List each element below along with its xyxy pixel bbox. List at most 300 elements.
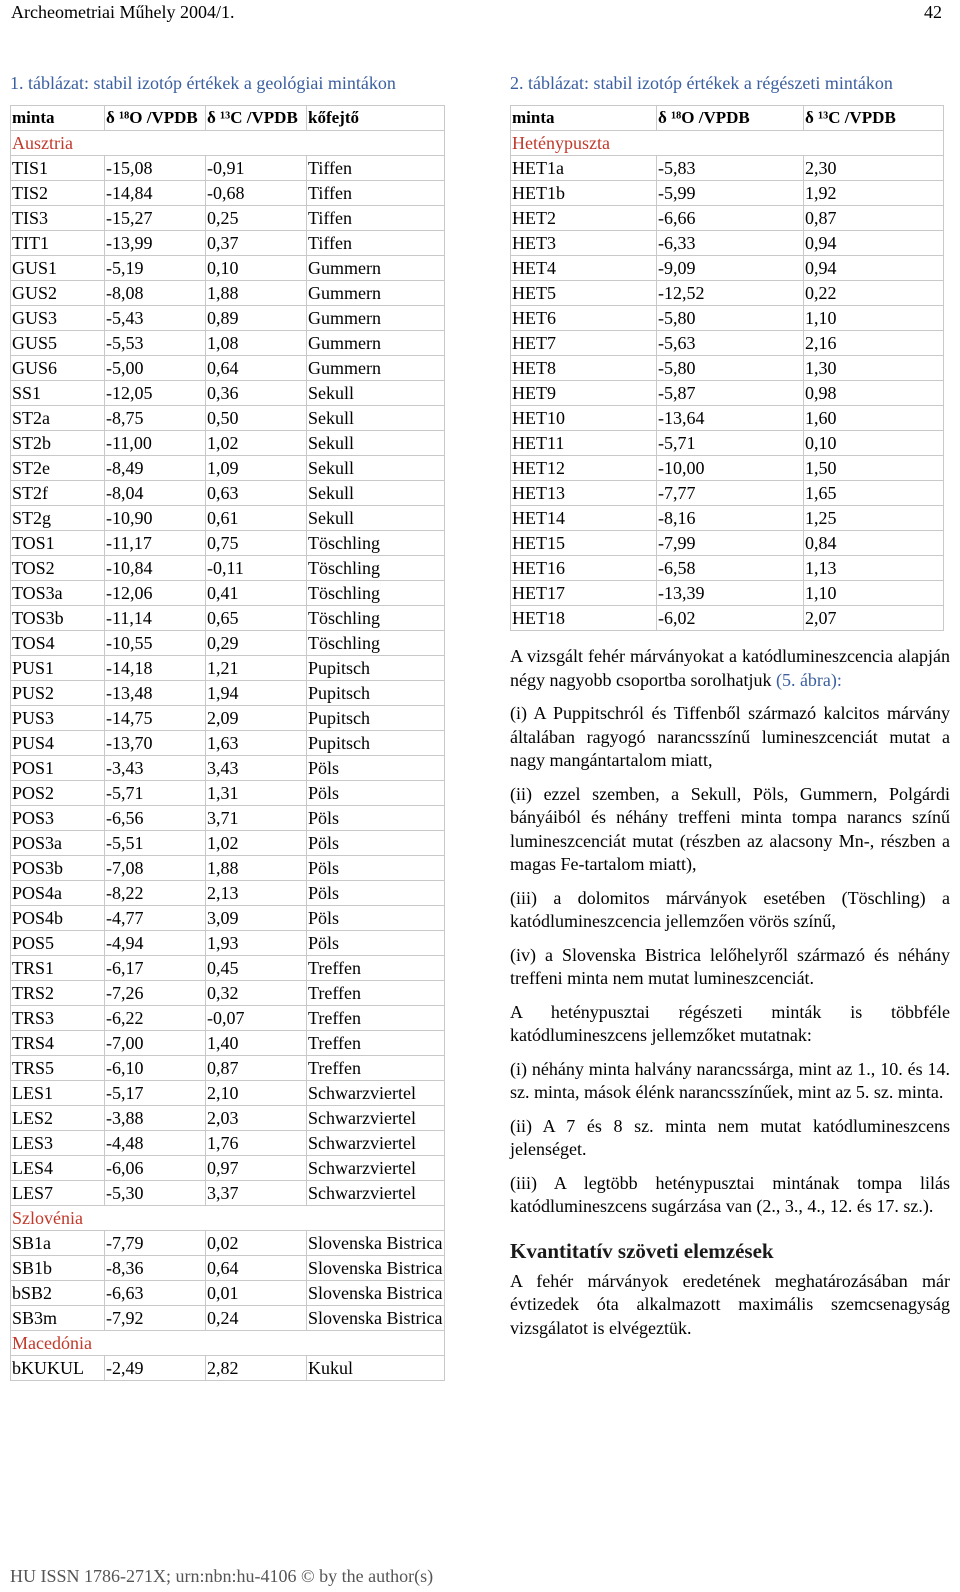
d13c-value: 0,10 [804,431,944,456]
d13c-value: 1,88 [206,856,307,881]
quarry-name: Sekull [307,481,445,506]
d13c-value: 3,37 [206,1181,307,1206]
d13c-value: 0,24 [206,1306,307,1331]
sample-id: HET1b [511,181,657,206]
d18o-value: -5,83 [657,156,804,181]
d13c-value: 0,22 [804,281,944,306]
table-row [511,406,944,431]
het-item-2: (ii) A 7 és 8 sz. minta nem mutat katódlumineszcens jelenséget. [510,1115,950,1159]
d13c-value: 1,40 [206,1031,307,1056]
quarry-name: Töschling [307,531,445,556]
sample-id: TOS3a [11,581,105,606]
d13c-value: 0,98 [804,381,944,406]
d18o-value: -7,26 [105,981,206,1006]
d18o-value: -5,53 [105,331,206,356]
sample-id: TOS2 [11,556,105,581]
right-column [510,72,950,1350]
quarry-name: Treffen [307,956,445,981]
table-row [511,331,944,356]
sample-id: PUS4 [11,731,105,756]
quarry-name: Pupitsch [307,681,445,706]
table2-header-sample: minta [511,106,657,131]
d18o-value: -5,71 [657,431,804,456]
sample-id: ST2a [11,406,105,431]
d18o-value: -12,05 [105,381,206,406]
d18o-value: -8,04 [105,481,206,506]
d13c-value: 1,76 [206,1131,307,1156]
table-row [11,756,445,781]
table1-header-quarry: kőfejtő [307,106,445,131]
quarry-name: Schwarzviertel [307,1106,445,1131]
sample-id: HET3 [511,231,657,256]
d13c-value: 0,61 [206,506,307,531]
table-row [11,231,445,256]
table-row [11,1081,445,1106]
d18o-value: -7,92 [105,1306,206,1331]
d18o-value: -3,88 [105,1106,206,1131]
table-row [511,481,944,506]
table-row [11,706,445,731]
left-column [10,72,445,1381]
d13c-value: 0,84 [804,531,944,556]
quarry-name: Treffen [307,1031,445,1056]
figure-reference: (5. ábra): [775,669,842,690]
sample-id: PUS3 [11,706,105,731]
cl-intro-paragraph [510,645,950,692]
d18o-value: -5,99 [657,181,804,206]
quarry-name: Töschling [307,606,445,631]
table1-header-sample: minta [11,106,105,131]
table2-header-d13c: δ ¹³C /VPDB [804,106,944,131]
sample-id: POS5 [11,931,105,956]
d13c-value: 0,89 [206,306,307,331]
cl-intro-text: A vizsgált fehér márványokat a katódlumineszcencia alapján négy nagyobb csoportba sorolhatjuk [510,646,950,690]
table-row [11,1231,445,1256]
d18o-value: -6,22 [105,1006,206,1031]
table1 [10,105,445,1381]
d13c-value: 0,45 [206,956,307,981]
d13c-value: 1,65 [804,481,944,506]
sample-id: TIT1 [11,231,105,256]
sample-id: HET14 [511,506,657,531]
sample-id: HET4 [511,256,657,281]
table-row [11,831,445,856]
table-row [11,806,445,831]
table-row [11,1181,445,1206]
d18o-value: -6,17 [105,956,206,981]
table1-group-label: Macedónia [11,1331,445,1356]
quarry-name: Pupitsch [307,656,445,681]
table-row [11,206,445,231]
sample-id: TIS1 [11,156,105,181]
d13c-value: 0,64 [206,356,307,381]
d18o-value: -4,77 [105,906,206,931]
table-row [511,231,944,256]
d13c-value: 1,21 [206,656,307,681]
table-row [11,156,445,181]
section-paragraph: A fehér márványok eredetének meghatározásában már évtizedek óta alkalmazott maximális szemcsenagyság vizsgálatot is elvégeztük. [510,1270,950,1338]
d18o-value: -8,75 [105,406,206,431]
d13c-value: 1,02 [206,831,307,856]
quarry-name: Töschling [307,556,445,581]
d13c-value: 0,41 [206,581,307,606]
sample-id: TIS3 [11,206,105,231]
d13c-value: 0,50 [206,406,307,431]
cl-group-1: (i) A Puppitschról és Tiffenből származó kalcitos márvány általában ragyogó narancsszínű lumineszcenciát mutat a nagy mangántartalom miatt, [510,703,950,770]
d18o-value: -6,33 [657,231,804,256]
sample-id: PUS2 [11,681,105,706]
quarry-name: Pöls [307,856,445,881]
d13c-value: 1,25 [804,506,944,531]
d13c-value: 0,10 [206,256,307,281]
table1-group-row [11,131,445,156]
table-row [511,206,944,231]
d18o-value: -13,48 [105,681,206,706]
d13c-value: 1,10 [804,581,944,606]
d13c-value: 0,32 [206,981,307,1006]
d18o-value: -4,94 [105,931,206,956]
quarry-name: Schwarzviertel [307,1181,445,1206]
d13c-value: 0,63 [206,481,307,506]
sample-id: HET15 [511,531,657,556]
d18o-value: -5,30 [105,1181,206,1206]
quarry-name: Tiffen [307,156,445,181]
table-row [11,481,445,506]
sample-id: ST2b [11,431,105,456]
sample-id: LES2 [11,1106,105,1131]
quarry-name: Tiffen [307,231,445,256]
table1-group-label: Ausztria [11,131,445,156]
sample-id: TOS1 [11,531,105,556]
d13c-value: 1,09 [206,456,307,481]
quarry-name: Gummern [307,306,445,331]
table1-header-d18o: δ ¹⁸O /VPDB [105,106,206,131]
table-row [511,306,944,331]
d18o-value: -2,49 [105,1356,206,1381]
quarry-name: Pöls [307,906,445,931]
sample-id: GUS1 [11,256,105,281]
table-row [11,1356,445,1381]
table-row [11,881,445,906]
d13c-value: 0,01 [206,1281,307,1306]
table-row [11,381,445,406]
d18o-value: -10,00 [657,456,804,481]
d18o-value: -14,18 [105,656,206,681]
d18o-value: -13,39 [657,581,804,606]
sample-id: LES1 [11,1081,105,1106]
table-row [11,1106,445,1131]
d18o-value: -5,17 [105,1081,206,1106]
d13c-value: -0,68 [206,181,307,206]
d18o-value: -5,00 [105,356,206,381]
table-row [11,356,445,381]
d18o-value: -4,48 [105,1131,206,1156]
table-row [11,681,445,706]
sample-id: PUS1 [11,656,105,681]
table2-group-row [511,131,944,156]
d13c-value: 0,02 [206,1231,307,1256]
table1-group-row [11,1206,445,1231]
d13c-value: 0,75 [206,531,307,556]
sample-id: TOS4 [11,631,105,656]
table-row [511,356,944,381]
table1-group-row [11,1331,445,1356]
d18o-value: -12,52 [657,281,804,306]
table-row [11,931,445,956]
quarry-name: Sekull [307,406,445,431]
quarry-name: Slovenska Bistrica [307,1231,445,1256]
sample-id: POS3a [11,831,105,856]
d18o-value: -8,16 [657,506,804,531]
table-row [11,1281,445,1306]
quarry-name: Sekull [307,381,445,406]
sample-id: TIS2 [11,181,105,206]
sample-id: HET6 [511,306,657,331]
table-row [11,256,445,281]
het-item-1: (i) néhány minta halvány narancssárga, mint az 1., 10. és 14. sz. minta, mások élénk narancsszínűek, mint az 5. sz. minta. [510,1058,950,1102]
table-row [11,406,445,431]
table-row [511,531,944,556]
sample-id: HET8 [511,356,657,381]
quarry-name: Treffen [307,1006,445,1031]
d13c-value: 2,82 [206,1356,307,1381]
table-row [11,1306,445,1331]
quarry-name: Schwarzviertel [307,1131,445,1156]
table-row [11,1256,445,1281]
sample-id: HET11 [511,431,657,456]
quarry-name: Gummern [307,281,445,306]
table2-header-d18o: δ ¹⁸O /VPDB [657,106,804,131]
d13c-value: 1,30 [804,356,944,381]
sample-id: TRS4 [11,1031,105,1056]
table1-group-label: Szlovénia [11,1206,445,1231]
sample-id: ST2g [11,506,105,531]
d18o-value: -6,02 [657,606,804,631]
sample-id: HET10 [511,406,657,431]
table-row [11,556,445,581]
table-row [511,156,944,181]
d13c-value: 1,13 [804,556,944,581]
d18o-value: -7,79 [105,1231,206,1256]
d18o-value: -15,27 [105,206,206,231]
d18o-value: -5,63 [657,331,804,356]
quarry-name: Slovenska Bistrica [307,1306,445,1331]
quarry-name: Pöls [307,781,445,806]
d13c-value: 0,97 [206,1156,307,1181]
table-row [11,656,445,681]
d13c-value: 0,64 [206,1256,307,1281]
sample-id: TRS1 [11,956,105,981]
d18o-value: -12,06 [105,581,206,606]
page-number: 42 [924,2,942,22]
d18o-value: -5,43 [105,306,206,331]
sample-id: LES3 [11,1131,105,1156]
d18o-value: -11,17 [105,531,206,556]
d13c-value: 1,50 [804,456,944,481]
sample-id: bSB2 [11,1281,105,1306]
quarry-name: Töschling [307,581,445,606]
table1-header-d13c: δ ¹³C /VPDB [206,106,307,131]
sample-id: POS2 [11,781,105,806]
cl-group-3: (iii) a dolomitos márványok esetében (Töschling) a katódlumineszcencia jellemzően vörös színű, [510,887,950,931]
d18o-value: -6,06 [105,1156,206,1181]
quarry-name: Pöls [307,931,445,956]
sample-id: POS4b [11,906,105,931]
quarry-name: Pupitsch [307,731,445,756]
d13c-value: 3,71 [206,806,307,831]
d13c-value: 1,94 [206,681,307,706]
d18o-value: -7,08 [105,856,206,881]
d18o-value: -5,87 [657,381,804,406]
table-row [11,1006,445,1031]
sample-id: LES7 [11,1181,105,1206]
quarry-name: Pöls [307,881,445,906]
d18o-value: -8,36 [105,1256,206,1281]
sample-id: GUS6 [11,356,105,381]
table-row [11,456,445,481]
table-row [511,581,944,606]
sample-id: SS1 [11,381,105,406]
table1-body [11,131,445,1381]
d18o-value: -3,43 [105,756,206,781]
quarry-name: Sekull [307,431,445,456]
table-row [11,1031,445,1056]
table-row [511,556,944,581]
d18o-value: -9,09 [657,256,804,281]
d18o-value: -14,75 [105,706,206,731]
d18o-value: -14,84 [105,181,206,206]
d13c-value: 2,16 [804,331,944,356]
d13c-value: 0,87 [206,1056,307,1081]
d18o-value: -13,64 [657,406,804,431]
cl-group-2: (ii) ezzel szemben, a Sekull, Pöls, Gummern, Polgárdi bányáiból és néhány treffeni minta tompa narancs színű lumineszcenciát mutat (részben az alacsony Mn-, részben a magas Fe-tartalom miatt), [510,783,950,874]
d13c-value: 0,65 [206,606,307,631]
table-row [11,281,445,306]
quarry-name: Treffen [307,1056,445,1081]
table-row [511,256,944,281]
quarry-name: Gummern [307,331,445,356]
d18o-value: -6,56 [105,806,206,831]
sample-id: SB3m [11,1306,105,1331]
d13c-value: 3,43 [206,756,307,781]
table-row [11,306,445,331]
quarry-name: Pöls [307,756,445,781]
table-row [11,856,445,881]
quarry-name: Sekull [307,506,445,531]
sample-id: POS3 [11,806,105,831]
d18o-value: -8,49 [105,456,206,481]
table-row [11,981,445,1006]
sample-id: HET9 [511,381,657,406]
table-row [511,181,944,206]
table-row [511,456,944,481]
d13c-value: 0,94 [804,256,944,281]
sample-id: HET5 [511,281,657,306]
table-row [11,906,445,931]
sample-id: SB1b [11,1256,105,1281]
d18o-value: -8,22 [105,881,206,906]
d13c-value: -0,11 [206,556,307,581]
quarry-name: Pöls [307,831,445,856]
d13c-value: 2,30 [804,156,944,181]
quarry-name: Treffen [307,981,445,1006]
quarry-name: Tiffen [307,181,445,206]
d18o-value: -7,00 [105,1031,206,1056]
table-row [11,531,445,556]
d18o-value: -5,80 [657,306,804,331]
d13c-value: 0,37 [206,231,307,256]
d18o-value: -15,08 [105,156,206,181]
table1-caption: 1. táblázat: stabil izotóp értékek a geológiai mintákon [10,73,396,93]
d18o-value: -5,80 [657,356,804,381]
sample-id: HET16 [511,556,657,581]
quarry-name: Tiffen [307,206,445,231]
sample-id: TRS5 [11,1056,105,1081]
table-row [511,606,944,631]
sample-id: HET13 [511,481,657,506]
table2-group-label: Heténypuszta [511,131,944,156]
table2-header-row [511,106,944,131]
d18o-value: -10,90 [105,506,206,531]
d18o-value: -7,77 [657,481,804,506]
table-row [11,631,445,656]
d13c-value: 2,10 [206,1081,307,1106]
section-heading: Kvantitatív szöveti elemzések [510,1238,774,1263]
quarry-name: Schwarzviertel [307,1081,445,1106]
d18o-value: -11,00 [105,431,206,456]
sample-id: HET2 [511,206,657,231]
het-item-3: (iii) A legtöbb heténypusztai mintának tompa lilás katódlumineszcens sugárzása van (2., 3., 4., 12. és 17. sz.). [510,1172,950,1216]
d13c-value: 1,02 [206,431,307,456]
sample-id: LES4 [11,1156,105,1181]
sample-id: ST2f [11,481,105,506]
d18o-value: -8,08 [105,281,206,306]
table-row [511,281,944,306]
sample-id: POS1 [11,756,105,781]
quarry-name: Kukul [307,1356,445,1381]
d13c-value: -0,91 [206,156,307,181]
table-row [11,431,445,456]
table-row [11,331,445,356]
sample-id: HET1a [511,156,657,181]
d18o-value: -5,71 [105,781,206,806]
d13c-value: -0,07 [206,1006,307,1031]
sample-id: TOS3b [11,606,105,631]
table-row [11,506,445,531]
table-row [11,581,445,606]
sample-id: POS3b [11,856,105,881]
d13c-value: 1,88 [206,281,307,306]
sample-id: HET12 [511,456,657,481]
table-row [11,781,445,806]
cl-group-4: (iv) a Slovenska Bistrica lelőhelyről származó és néhány treffeni minta nem mutat lumineszcenciát. [510,944,950,988]
d13c-value: 1,08 [206,331,307,356]
d13c-value: 0,25 [206,206,307,231]
sample-id: bKUKUL [11,1356,105,1381]
d13c-value: 1,31 [206,781,307,806]
quarry-name: Sekull [307,456,445,481]
sample-id: GUS3 [11,306,105,331]
d13c-value: 0,36 [206,381,307,406]
d13c-value: 2,03 [206,1106,307,1131]
d18o-value: -6,66 [657,206,804,231]
table2 [510,105,944,631]
table-row [511,431,944,456]
d18o-value: -10,55 [105,631,206,656]
d13c-value: 3,09 [206,906,307,931]
sample-id: POS4a [11,881,105,906]
d13c-value: 2,09 [206,706,307,731]
